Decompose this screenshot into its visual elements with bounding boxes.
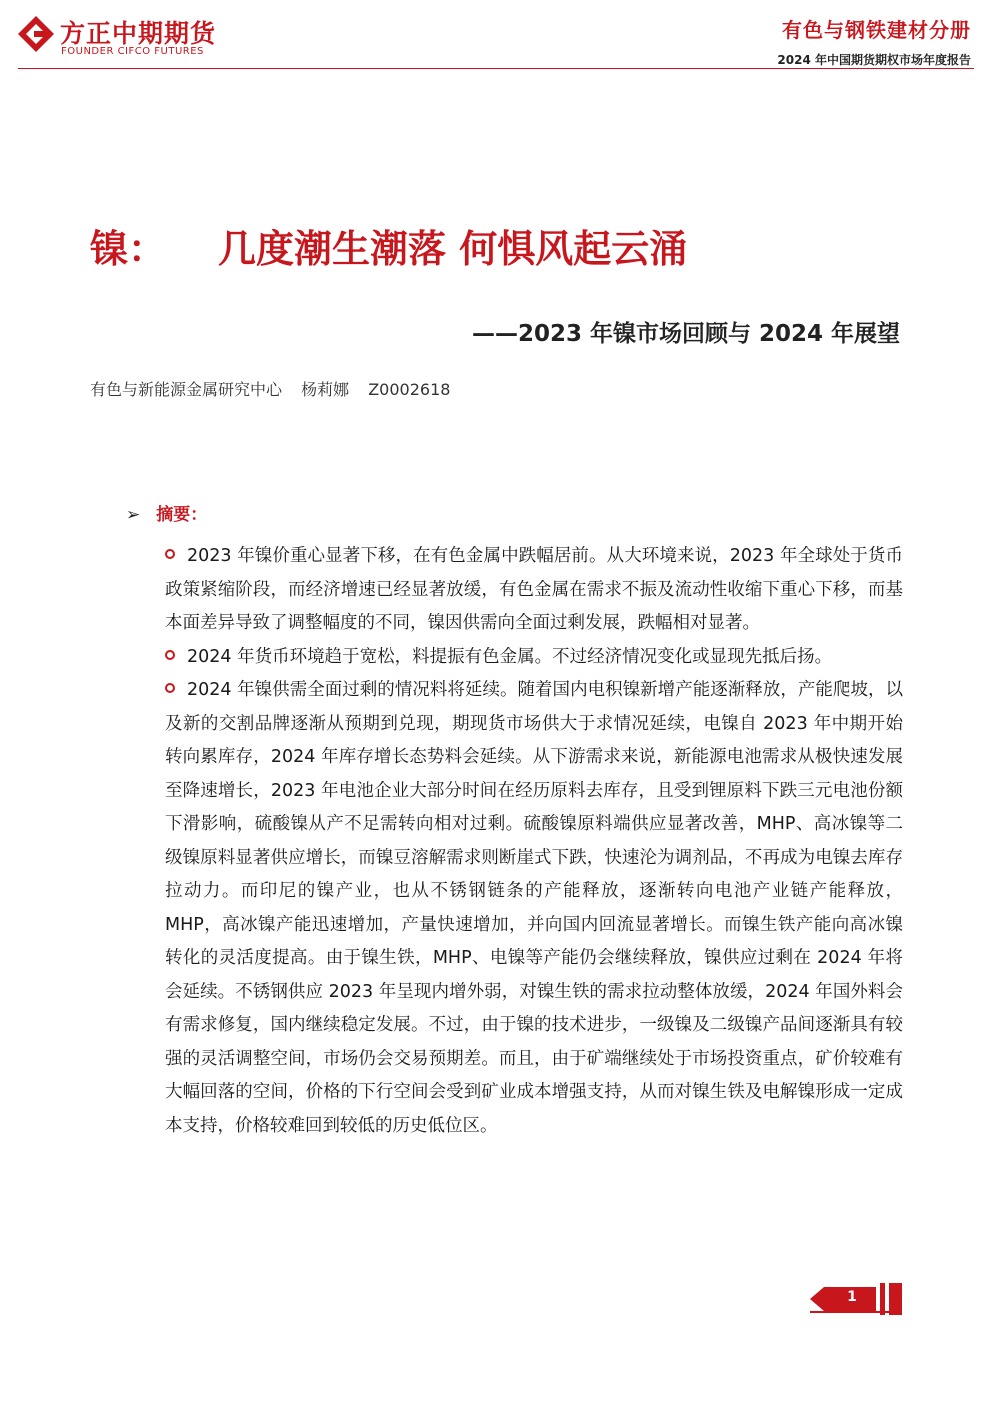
abstract-heading-label: 摘要：: [156, 505, 208, 525]
main-title-prefix: 镍：: [90, 227, 167, 271]
author-line: [90, 377, 464, 400]
author-license-id: Z0002618: [368, 380, 451, 399]
main-title-text: 几度潮生潮落 何惧风起云涌: [218, 227, 688, 271]
page-number: 1: [847, 1289, 857, 1305]
author-department: 有色与新能源金属研究中心: [90, 380, 283, 399]
author-name: 杨莉娜: [301, 380, 350, 399]
abstract-paragraph-text: 2024 年货币环境趋于宽松，料提振有色金属。不过经济情况变化或显现先抵后扬。: [187, 646, 833, 667]
logo-english-name: FOUNDER CIFCO FUTURES: [61, 46, 204, 57]
report-title: 2024 年中国期货期权市场年度报告: [777, 53, 971, 67]
logo-chinese-name: 方正中期期货: [60, 19, 217, 48]
circle-bullet-icon: [165, 650, 175, 660]
page-number-badge: [810, 1283, 902, 1315]
abstract-paragraph: [165, 674, 903, 1143]
circle-bullet-icon: [165, 549, 175, 559]
subtitle: ——2023 年镍市场回顾与 2024 年展望: [471, 321, 900, 347]
arrow-bullet-icon: ➢: [126, 505, 141, 525]
abstract-paragraph: [165, 641, 903, 675]
main-title: [90, 218, 687, 273]
abstract-paragraph-text: 2024 年镍供需全面过剩的情况料将延续。随着国内电积镍新增产能逐渐释放，产能爬坡，以及新的交割品牌逐渐从预期到兑现，期现货市场供大于求情况延续，电镍自 2023 年中期开始转向累库存，2024 年库存增长态势料会延续。从下游需求来说，新能源电池需求从极快速发展至降速增长，2023 年电池企业大部分时间在经历原料去库存，且受到锂原料下跌三元电池份额下滑影响，硫酸镍从产不足需转向相对过剩。硫酸镍原料端供应显著改善，MHP、高冰镍等二级镍原料显著供应增长，而镍豆溶解需求则断崖式下跌，快速沦为调剂品，不再成为电镍去库存拉动力。而印尼的镍产业，也从不锈钢链条的产能释放，逐渐转向电池产业链产能释放，MHP，高冰镍产能迅速增加，产量快速增加，并向国内回流显著增长。而镍生铁产能向高冰镍转化的灵活度提高。由于镍生铁，MHP、电镍等产能仍会继续释放，镍供应过剩在 2024 年将会延续。不锈钢供应 2023 年呈现内增外弱，对镍生铁的需求拉动整体放缓，2024 年国外料会有需求修复，国内继续稳定发展。不过，由于镍的技术进步，一级镍及二级镍产品间逐渐具有较强的灵活调整空间，市场仍会交易预期差。而且，由于矿端继续处于市场投资重点，矿价较难有大幅回落的空间，价格的下行空间会受到矿业成本增强支持，从而对镍生铁及电解镍形成一定成本支持，价格较难回到较低的历史低位区。: [165, 680, 903, 1136]
section-title: 有色与钢铁建材分册: [782, 18, 971, 42]
abstract-paragraph-text: 2023 年镍价重心显著下移，在有色金属中跌幅居前。从大环境来说，2023 年全球处于货币政策紧缩阶段，而经济增速已经显著放缓，有色金属在需求不振及流动性收缩下重心下移，而基本面差异导致了调整幅度的不同，镍因供需向全面过剩发展，跌幅相对显著。: [165, 546, 903, 633]
abstract-heading: [126, 500, 207, 525]
header-info: [777, 14, 971, 68]
abstract-body: [165, 540, 903, 1143]
abstract-paragraph: [165, 540, 903, 641]
company-logo: [18, 14, 218, 58]
header-divider: [18, 68, 974, 69]
founder-logo-icon: [18, 16, 54, 52]
circle-bullet-icon: [165, 683, 175, 693]
